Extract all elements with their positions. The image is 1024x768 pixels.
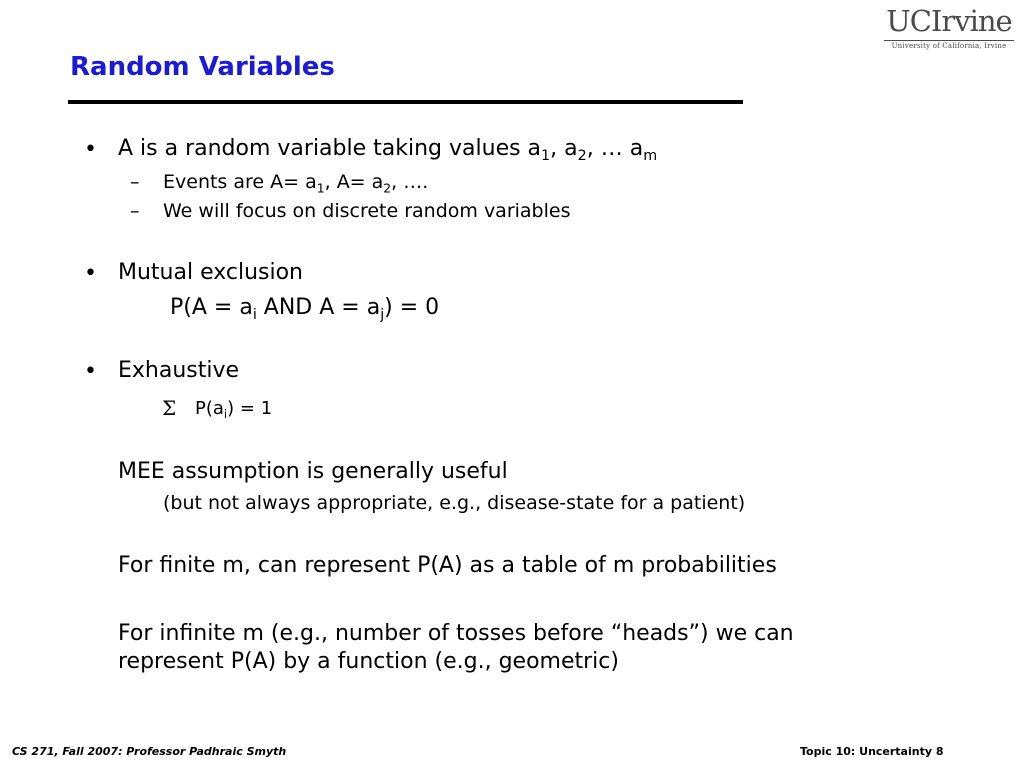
exhaustive-formula: $P(a_i) = 1$ <box>195 398 273 422</box>
bullet-icon: • <box>84 359 97 384</box>
footer-topic: Topic 10: Uncertainty 8 <box>800 745 944 758</box>
logo-tagline: University of California, Irvine <box>884 40 1014 50</box>
uci-logo <box>884 4 1014 48</box>
title-underline <box>68 100 743 104</box>
slide-title: Random Variables <box>70 52 335 82</box>
sigma-symbol: Σ <box>162 396 177 420</box>
mee-assumption-text: MEE assumption is generally useful <box>118 459 508 484</box>
bullet-icon: • <box>84 261 97 286</box>
bullet-mutual-exclusion: Mutual exclusion <box>118 260 303 285</box>
dash-icon: – <box>130 200 140 222</box>
bullet-icon: • <box>84 137 97 162</box>
infinite-m-text-line1: For infinite m (e.g., number of tosses before “heads”) we can <box>118 621 794 646</box>
dash-icon: – <box>130 171 140 193</box>
mee-note-text: (but not always appropriate, e.g., disease-state for a patient) <box>163 492 746 514</box>
infinite-m-text-line2: represent P(A) by a function (e.g., geometric) <box>118 649 619 674</box>
finite-m-text: For finite m, can represent P(A) as a table of m probabilities <box>118 553 777 578</box>
bullet-random-variable: A is a random variable taking values $a_1$, $a_2$, … $a_m$ <box>118 136 658 164</box>
sub-bullet-discrete: We will focus on discrete random variables <box>163 200 571 222</box>
mutual-exclusion-formula: $P(A = a_i$ AND $A = a_j) = 0$ <box>170 295 440 323</box>
footer-course: CS 271, Fall 2007: Professor Padhraic Smyth <box>12 745 287 758</box>
sub-bullet-events: Events are $A= a_1$, $A= a_2$, …. <box>163 171 429 196</box>
bullet-exhaustive: Exhaustive <box>118 358 240 383</box>
logo-name: UCIrvine <box>886 4 1012 38</box>
